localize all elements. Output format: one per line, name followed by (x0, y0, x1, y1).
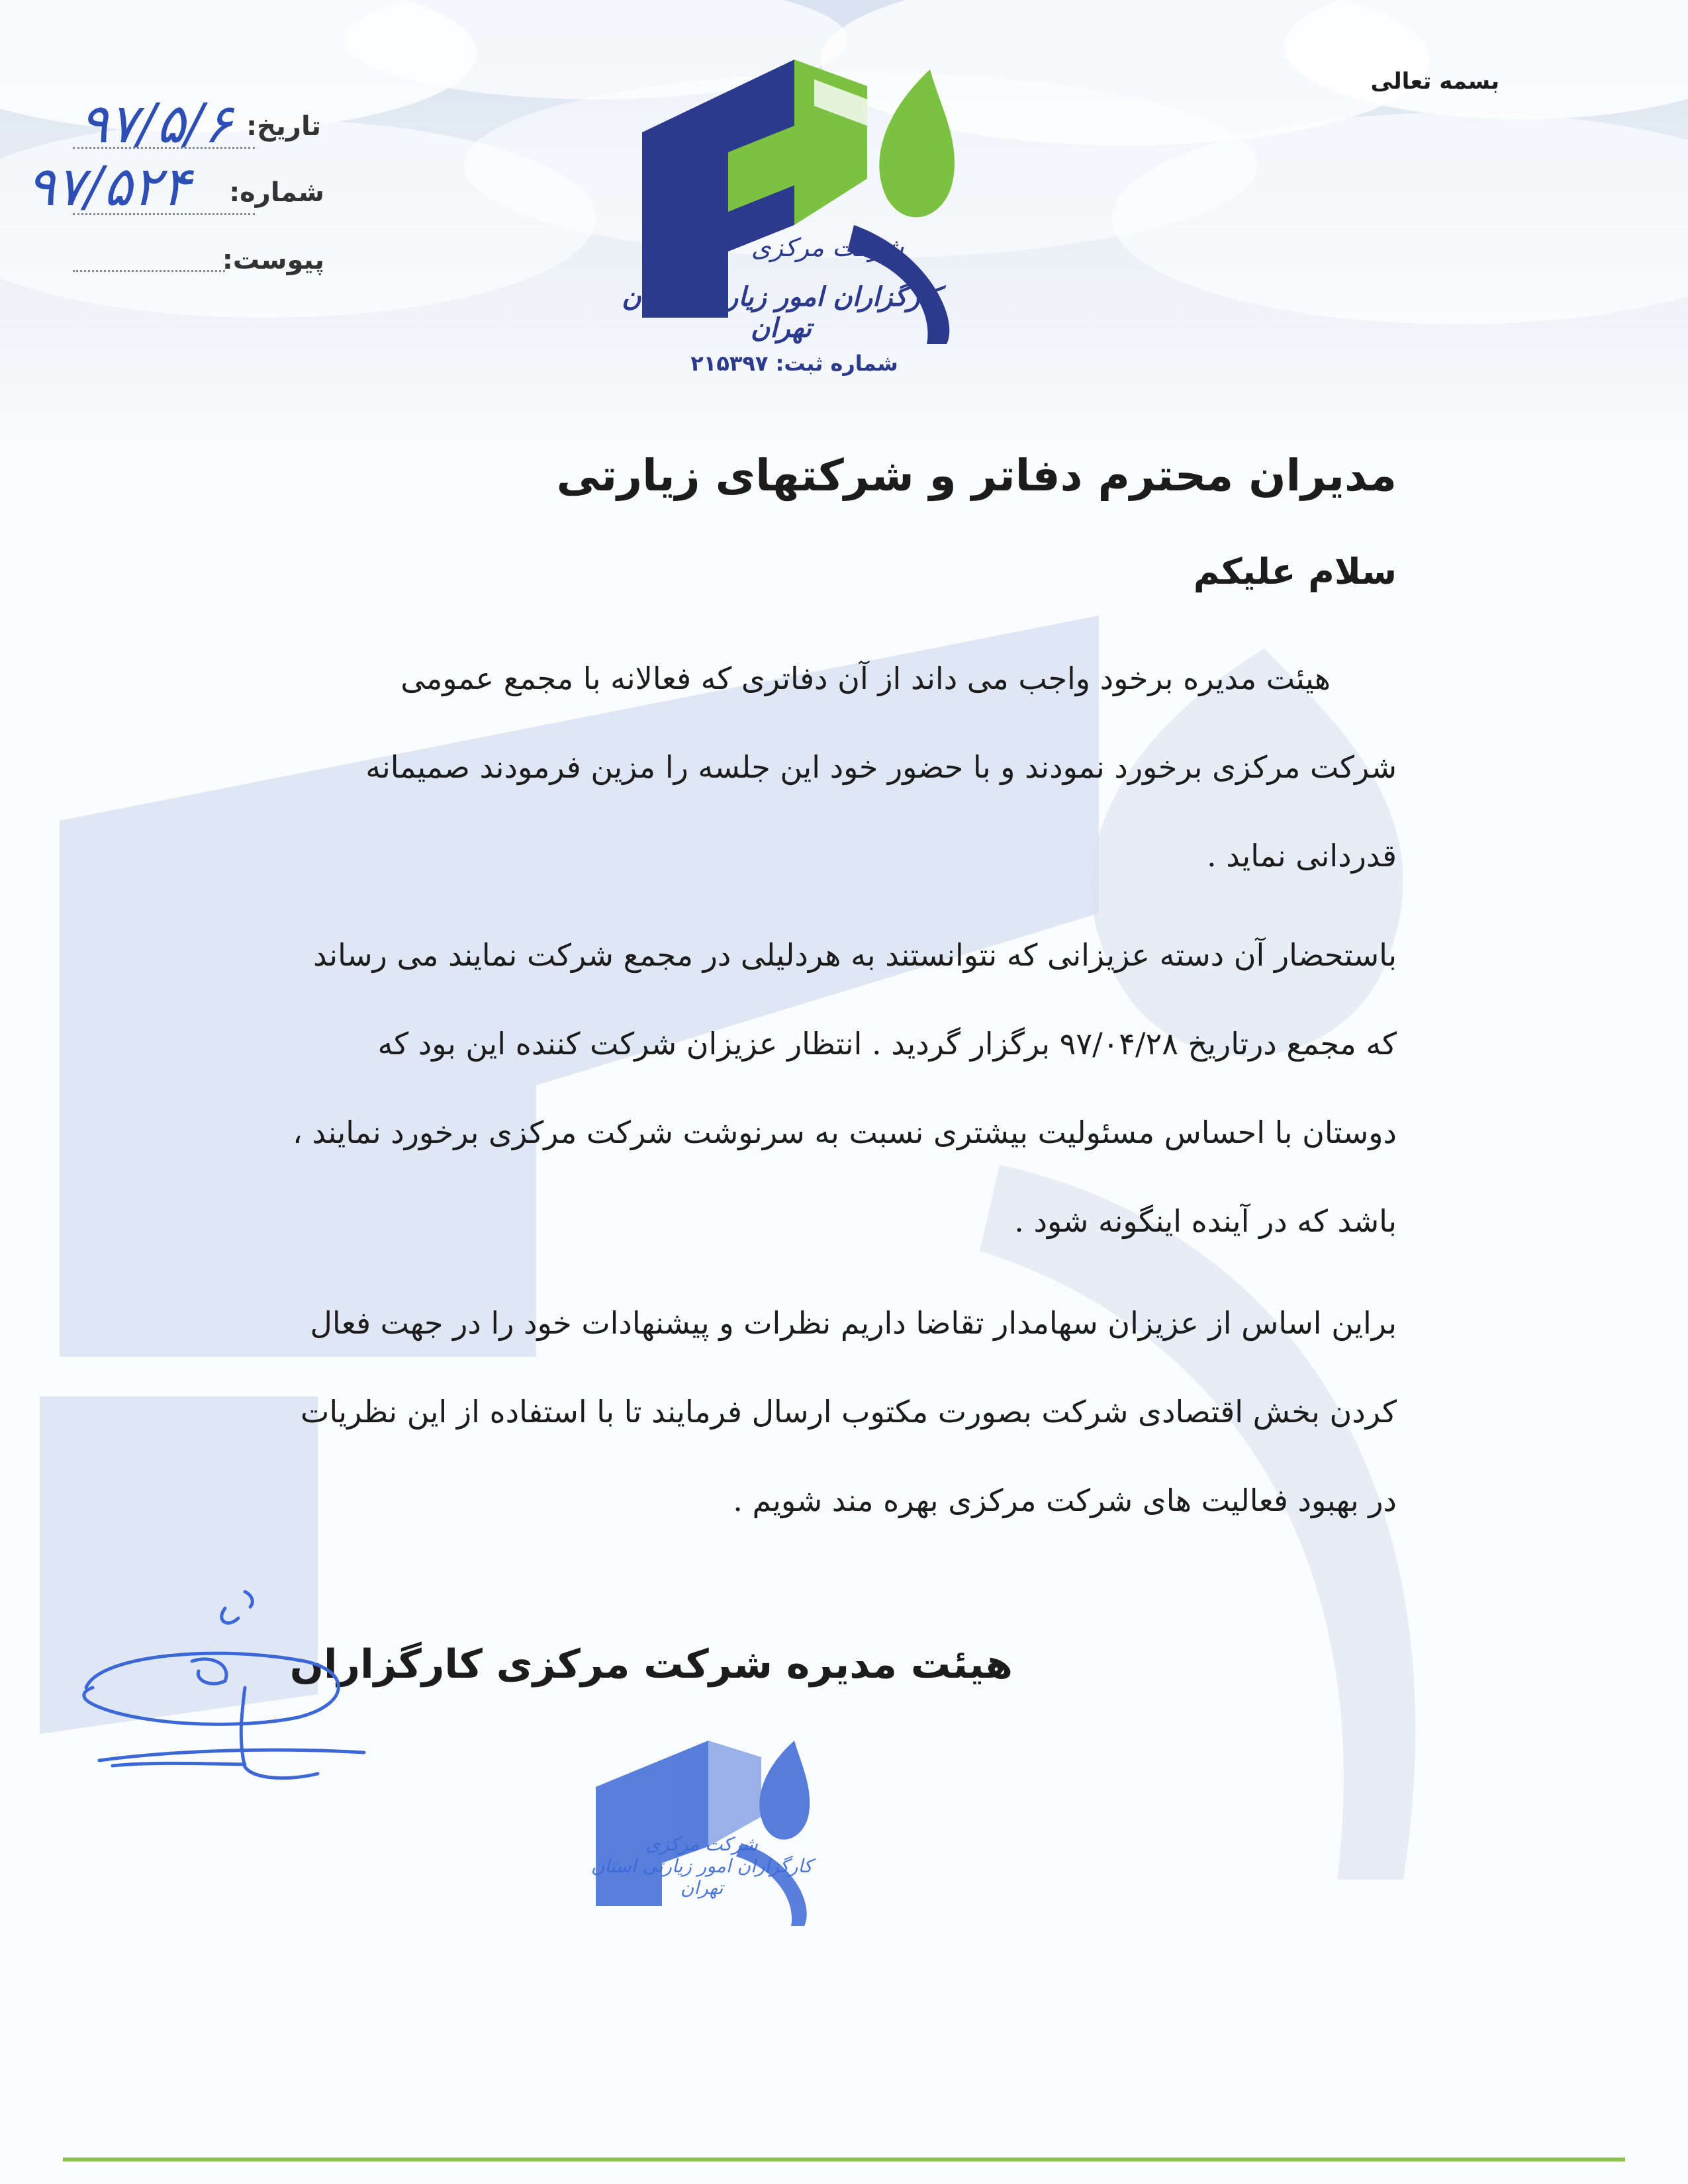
attachment-label: پیوست: (222, 245, 324, 275)
paragraph-3 (225, 1279, 1397, 1545)
paragraph-2 (225, 911, 1397, 1265)
date-value: ۹۷/۵/۶ (79, 93, 233, 156)
footer-line (63, 2158, 1625, 2161)
paragraph-1-line-3: قدردانی نماید . (1207, 838, 1397, 874)
attachment-line (73, 270, 225, 272)
number-label: شماره: (229, 177, 324, 208)
basmala: بسمه تعالی (1370, 68, 1499, 95)
signature (73, 1582, 377, 1807)
paragraph-2-line-1: باستحضار آن دسته عزیزانی که نتوانستند به هردلیلی در مجمع شرکت نمایند می رساند (313, 937, 1397, 973)
salutation: مدیران محترم دفاتر و شرکتهای زیارتی (556, 450, 1397, 501)
paragraph-3-line-3: در بهبود فعالیت های شرکت مرکزی بهره مند شویم . (733, 1482, 1397, 1518)
paragraph-1-line-2: شرکت مرکزی برخورد نمودند و با حضور خود این جلسه را مزین فرمودند صمیمانه (365, 749, 1397, 785)
date-label: تاریخ: (246, 111, 321, 142)
number-row (229, 177, 324, 208)
paragraph-3-line-2: کردن بخش اقتصادی شرکت بصورت مکتوب ارسال فرمایند تا با استفاده از این نظریات (301, 1394, 1397, 1430)
stamp-text (583, 1833, 821, 1899)
signature-title: هیئت مدیره شرکت مرکزی کارگزاران (289, 1641, 1013, 1688)
paragraph-2-line-2: که مجمع درتاریخ ۹۷/۰۴/۲۸ برگزار گردید . انتظار عزیزان شرکت کننده این بود که (377, 1026, 1397, 1062)
attachment-row (222, 245, 324, 275)
paragraph-2-line-4: باشد که در آینده اینگونه شود . (1014, 1203, 1397, 1239)
stamp-line-2: کارگزاران امور زیارتی استان تهران (590, 1855, 813, 1899)
paragraph-3-line-1: براین اساس از عزیزان سهامدار تقاضا داریم نظرات و پیشنهادات خود را در جهت فعال (310, 1305, 1397, 1341)
stamp-line-1: شرکت مرکزی (645, 1833, 758, 1855)
registration-number: شماره ثبت: ۲۱۵۳۹۷ (690, 351, 898, 376)
paragraph-1 (225, 634, 1397, 900)
paragraph-1-line-1: هیئت مدیره برخود واجب می داند از آن دفاتری که فعالانه با مجمع عمومی (400, 660, 1331, 696)
greeting: سلام علیکم (1193, 551, 1397, 592)
number-value: ۹۷/۵۲۴ (26, 156, 191, 218)
date-row (246, 111, 321, 142)
company-name-line2: کارگزاران امور زیارتی استان تهران (622, 281, 941, 343)
paragraph-2-line-3: دوستان با احساس مسئولیت بیشتری نسبت به سرنوشت شرکت مرکزی برخورد نمایند ، (292, 1115, 1397, 1150)
company-name-line1: شرکت مرکزی (751, 233, 904, 262)
